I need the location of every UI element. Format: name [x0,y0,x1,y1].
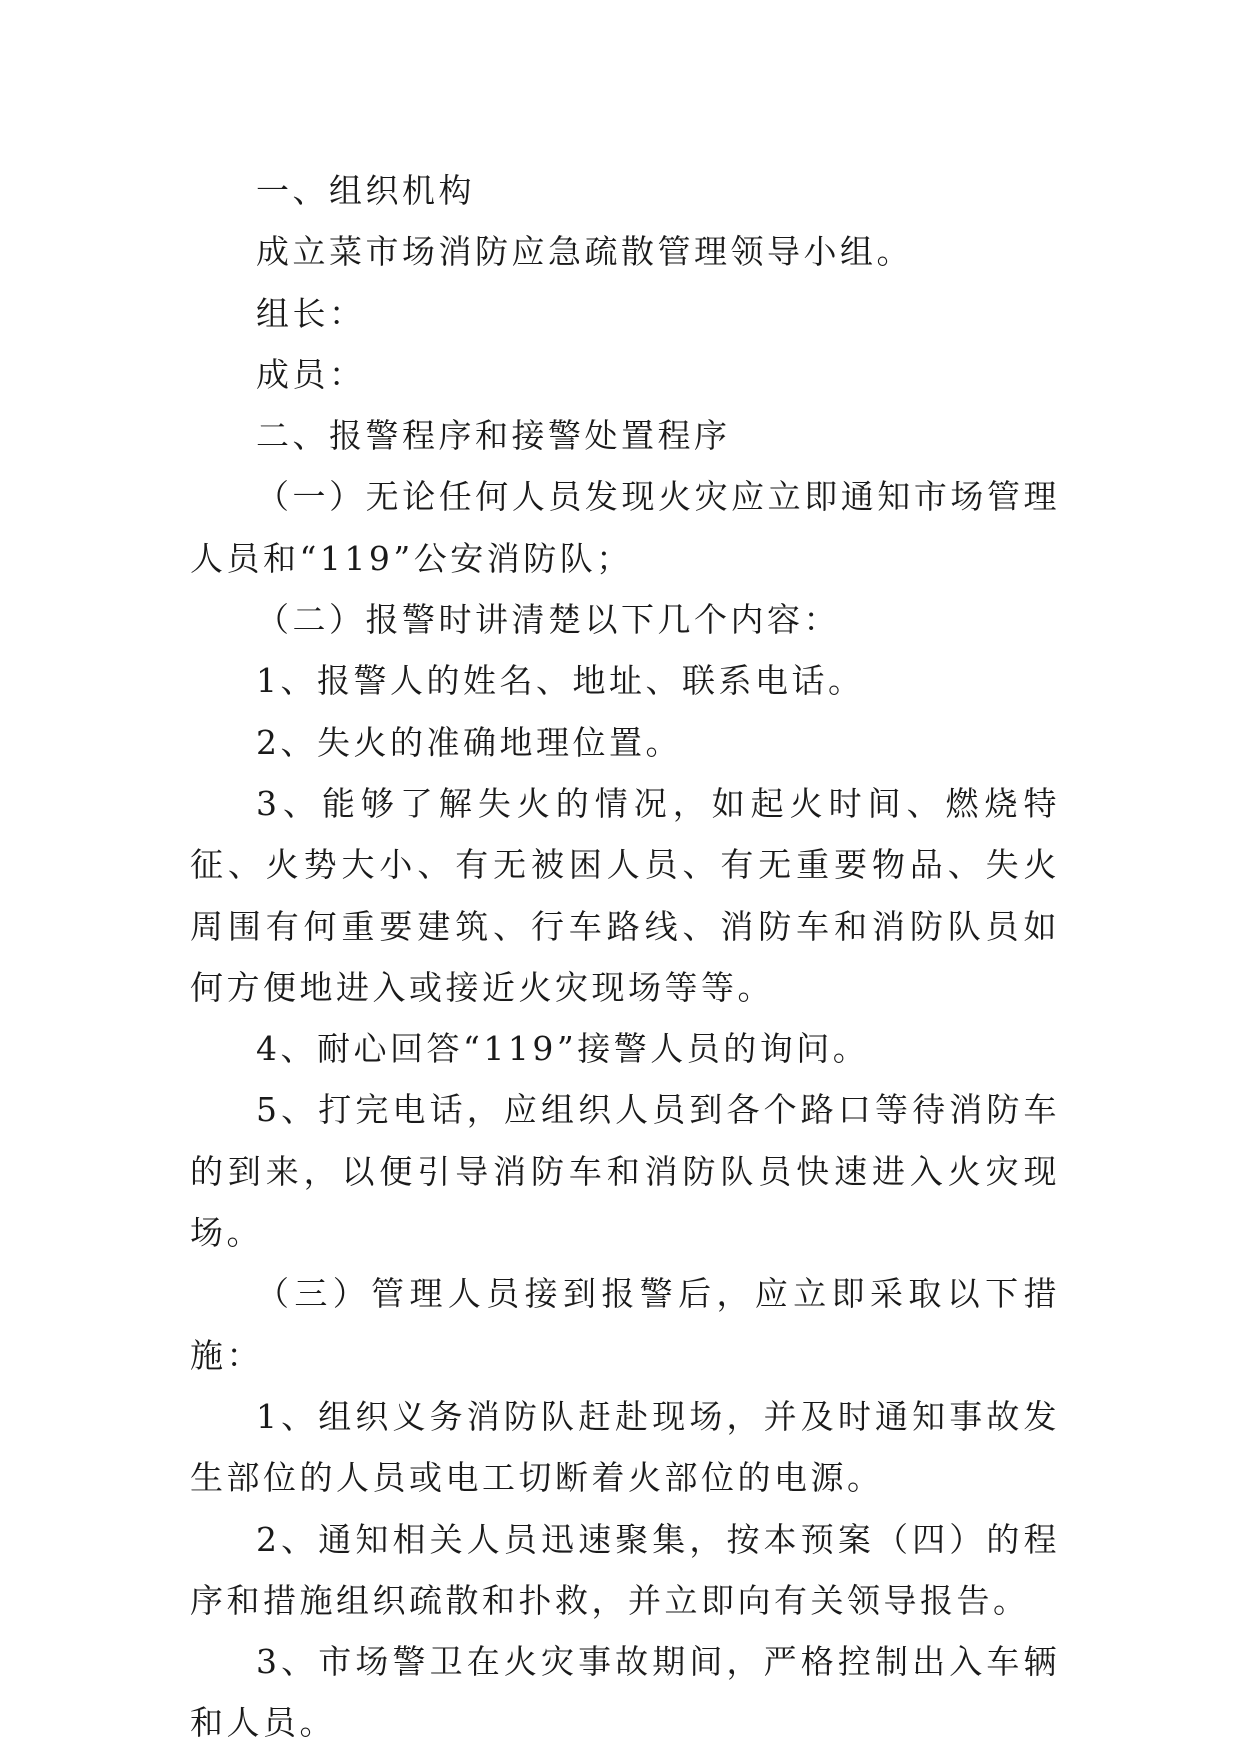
document-body [190,160,1060,1754]
paragraph-notify-on-fire: （一）无论任何人员发现火灾应立即通知市场管理人员和“119”公安消防队； [190,477,1060,578]
paragraph-manager-measures: （三）管理人员接到报警后，应立即采取以下措施： [190,1274,1060,1375]
paragraph-alarm-contents: （二）报警时讲清楚以下几个内容： [256,600,840,640]
heading-alarm-procedure: 二、报警程序和接警处置程序 [256,416,731,456]
list-item-location: 2、失火的准确地理位置。 [256,722,682,762]
paragraph-group-leader: 组长： [256,293,366,333]
paragraph-leadership-group: 成立菜市场消防应急疏散管理领导小组。 [256,232,913,272]
list-item-caller-info: 1、报警人的姓名、地址、联系电话。 [256,661,865,701]
list-item-volunteer-team: 1、组织义务消防队赶赴现场，并及时通知事故发生部位的人员或电工切断着火部位的电源。 [190,1396,1060,1498]
list-item-fire-situation: 3、能够了解失火的情况，如起火时间、燃烧特征、火势大小、有无被困人员、有无重要物品、失火周围有何重要建筑、行车路线、消防车和消防队员如何方便地进入或接近火灾现场等等。 [190,783,1060,1007]
paragraph-members: 成员： [256,354,366,394]
heading-organization: 一、组织机构 [256,171,475,210]
list-item-evacuation: 2、通知相关人员迅速聚集，按本预案（四）的程序和措施组织疏散和扑救，并立即向有关领导报告。 [190,1519,1060,1620]
list-item-guide-fire-trucks: 5、打完电话，应组织人员到各个路口等待消防车的到来，以便引导消防车和消防队员快速进入火灾现场。 [190,1090,1060,1253]
list-item-security-control: 3、市场警卫在火灾事故期间，严格控制出入车辆和人员。 [190,1642,1060,1743]
list-item-answer-questions: 4、耐心回答“119”接警人员的询问。 [256,1029,870,1069]
